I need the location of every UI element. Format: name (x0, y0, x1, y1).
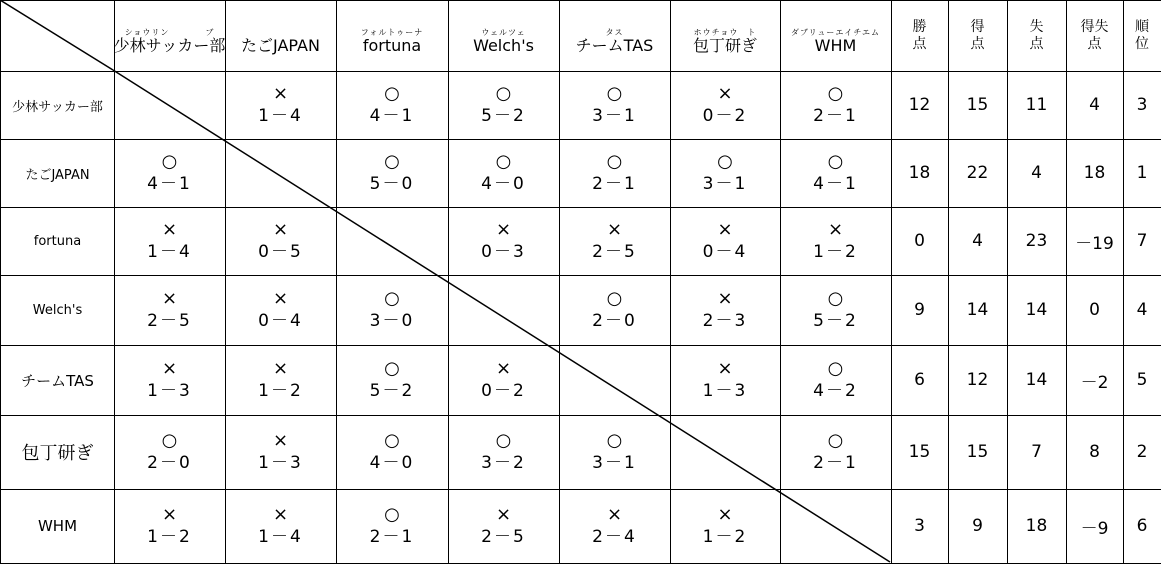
loss-mark: × (272, 83, 289, 104)
match-score: 3－2 (481, 453, 526, 473)
loss-mark: × (717, 288, 733, 309)
goal-difference-value: 4 (1089, 95, 1100, 115)
team-name: WHM (814, 36, 857, 55)
goals-against-value: 7 (1031, 442, 1042, 462)
loss-mark: × (272, 219, 289, 240)
win-mark: ○ (384, 430, 400, 451)
match-score: 1－3 (147, 381, 192, 401)
win-mark: ○ (384, 151, 400, 172)
match-score: 1－4 (258, 527, 303, 547)
team-name: チームTAS (575, 36, 654, 55)
win-mark: ○ (606, 430, 623, 451)
match-score: 4－1 (813, 174, 858, 194)
rank-value: 3 (1136, 95, 1148, 115)
match-score: 2－5 (592, 242, 637, 262)
match-score: 2－3 (702, 311, 748, 331)
row-team-name: Welch's (32, 302, 83, 318)
loss-mark: × (161, 288, 178, 309)
match-score: 5－2 (369, 381, 415, 401)
loss-mark: × (272, 358, 289, 379)
rank-value: 1 (1136, 163, 1148, 183)
match-score: 2－0 (592, 311, 637, 331)
win-mark: ○ (606, 288, 623, 309)
match-score: 1－2 (258, 381, 303, 401)
team-ruby: ダブリューエイチエム (790, 28, 881, 37)
match-score: 5－0 (369, 174, 415, 194)
goal-difference-value: 18 (1083, 163, 1106, 183)
rank-value: 2 (1136, 442, 1148, 462)
match-score: 4－0 (369, 453, 415, 473)
match-score: 5－2 (813, 311, 858, 331)
team-ruby: ウェルツェ (481, 28, 526, 37)
loss-mark: × (495, 504, 512, 525)
row-team-name: 包丁研ぎ (21, 443, 94, 464)
win-mark: ○ (606, 83, 623, 104)
loss-mark: × (827, 219, 844, 240)
team-ruby: ショウリン ブ (124, 28, 215, 37)
match-score: 3－0 (369, 311, 415, 331)
match-score: 2－1 (813, 453, 858, 473)
match-score: 2－5 (481, 527, 526, 547)
win-mark: ○ (495, 430, 512, 451)
stat-header-label: 順 位 (1135, 19, 1149, 52)
points-value: 3 (914, 516, 925, 536)
points-value: 9 (914, 300, 925, 320)
loss-mark: × (717, 358, 733, 379)
rank-value: 7 (1136, 231, 1148, 251)
team-ruby: タス (605, 28, 624, 37)
match-score: 1－4 (258, 106, 303, 126)
loss-mark: × (606, 504, 623, 525)
row-team-name: WHM (37, 517, 78, 535)
stat-header-label: 勝 点 (912, 19, 927, 52)
loss-mark: × (717, 504, 733, 525)
goals-for-value: 14 (966, 300, 989, 320)
match-score: 1－2 (813, 242, 858, 262)
goals-against-value: 18 (1025, 516, 1048, 536)
win-mark: ○ (606, 151, 623, 172)
match-score: 0－4 (258, 311, 303, 331)
match-score: 5－2 (481, 106, 526, 126)
loss-mark: × (495, 358, 512, 379)
win-mark: ○ (384, 288, 400, 309)
points-value: 15 (908, 442, 931, 462)
match-score: 3－1 (702, 174, 748, 194)
match-score: 4－0 (481, 174, 526, 194)
win-mark: ○ (827, 358, 844, 379)
row-team-name: fortuna (33, 233, 82, 249)
rank-value: 5 (1136, 370, 1148, 390)
match-score: 2－5 (147, 311, 192, 331)
goals-for-value: 4 (972, 231, 983, 251)
win-mark: ○ (827, 83, 844, 104)
win-mark: ○ (384, 358, 400, 379)
goals-against-value: 14 (1025, 370, 1048, 390)
match-score: 1－2 (702, 527, 748, 547)
match-score: 2－4 (592, 527, 637, 547)
goals-against-value: 23 (1025, 231, 1048, 251)
win-mark: ○ (495, 151, 512, 172)
goals-against-value: 14 (1025, 300, 1048, 320)
win-mark: ○ (161, 151, 178, 172)
match-score: 0－4 (702, 242, 748, 262)
stat-header-label: 失 点 (1029, 19, 1044, 52)
goals-for-value: 12 (966, 370, 989, 390)
win-mark: ○ (827, 288, 844, 309)
loss-mark: × (272, 288, 289, 309)
goals-for-value: 22 (966, 163, 989, 183)
match-score: 1－3 (702, 381, 748, 401)
match-score: 0－5 (258, 242, 303, 262)
points-value: 18 (908, 163, 931, 183)
match-score: 4－1 (369, 106, 415, 126)
match-score: 3－1 (592, 453, 637, 473)
team-ruby: フォルトゥーナ (360, 28, 424, 37)
loss-mark: × (272, 504, 289, 525)
team-name: Welch's (473, 36, 534, 55)
match-score: 1－3 (258, 453, 303, 473)
match-score: 3－1 (592, 106, 637, 126)
loss-mark: × (495, 219, 512, 240)
win-mark: ○ (161, 430, 178, 451)
loss-mark: × (272, 430, 289, 451)
loss-mark: × (717, 219, 733, 240)
points-value: 12 (908, 95, 931, 115)
win-mark: ○ (827, 151, 844, 172)
loss-mark: × (717, 83, 733, 104)
match-score: 2－1 (813, 106, 858, 126)
loss-mark: × (161, 504, 178, 525)
win-mark: ○ (384, 504, 400, 525)
goals-for-value: 9 (972, 516, 983, 536)
match-score: 4－1 (147, 174, 192, 194)
goal-difference-value: －19 (1075, 233, 1114, 254)
goals-for-value: 15 (966, 95, 989, 115)
match-score: 0－2 (702, 106, 748, 126)
match-score: 4－2 (813, 381, 858, 401)
goal-difference-value: －9 (1080, 518, 1109, 539)
win-mark: ○ (495, 83, 512, 104)
match-score: 1－4 (147, 242, 192, 262)
rank-value: 6 (1136, 516, 1148, 536)
team-name: 少林サッカー部 (113, 36, 226, 55)
points-value: 0 (914, 231, 925, 251)
loss-mark: × (606, 219, 623, 240)
match-score: 2－1 (369, 527, 415, 547)
match-score: 0－2 (481, 381, 526, 401)
win-mark: ○ (384, 83, 400, 104)
stat-header-label: 得失 点 (1080, 19, 1109, 52)
goals-for-value: 15 (966, 442, 989, 462)
goal-difference-value: －2 (1080, 372, 1109, 393)
row-team-name: チームTAS (21, 371, 94, 390)
goals-against-value: 4 (1031, 163, 1042, 183)
goals-against-value: 11 (1025, 95, 1048, 115)
rank-value: 4 (1136, 300, 1148, 320)
team-name: たごJAPAN (241, 36, 320, 55)
stat-header-label: 得 点 (970, 19, 985, 52)
team-name: fortuna (362, 36, 422, 55)
team-ruby: ホウチョウ ト (693, 28, 757, 37)
match-score: 2－0 (147, 453, 192, 473)
row-team-name: たごJAPAN (25, 167, 90, 183)
goal-difference-value: 0 (1089, 300, 1100, 320)
match-score: 0－3 (481, 242, 526, 262)
points-value: 6 (914, 370, 925, 390)
match-score: 1－2 (147, 527, 192, 547)
team-name: 包丁研ぎ (692, 36, 757, 55)
self-match-diagonal-line (113, 70, 890, 562)
corner-diagonal-line (0, 0, 113, 70)
goal-difference-value: 8 (1089, 442, 1100, 462)
loss-mark: × (161, 219, 178, 240)
win-mark: ○ (717, 151, 733, 172)
row-team-name: 少林サッカー部 (12, 99, 103, 115)
win-mark: ○ (827, 430, 844, 451)
loss-mark: × (161, 358, 178, 379)
match-score: 2－1 (592, 174, 637, 194)
